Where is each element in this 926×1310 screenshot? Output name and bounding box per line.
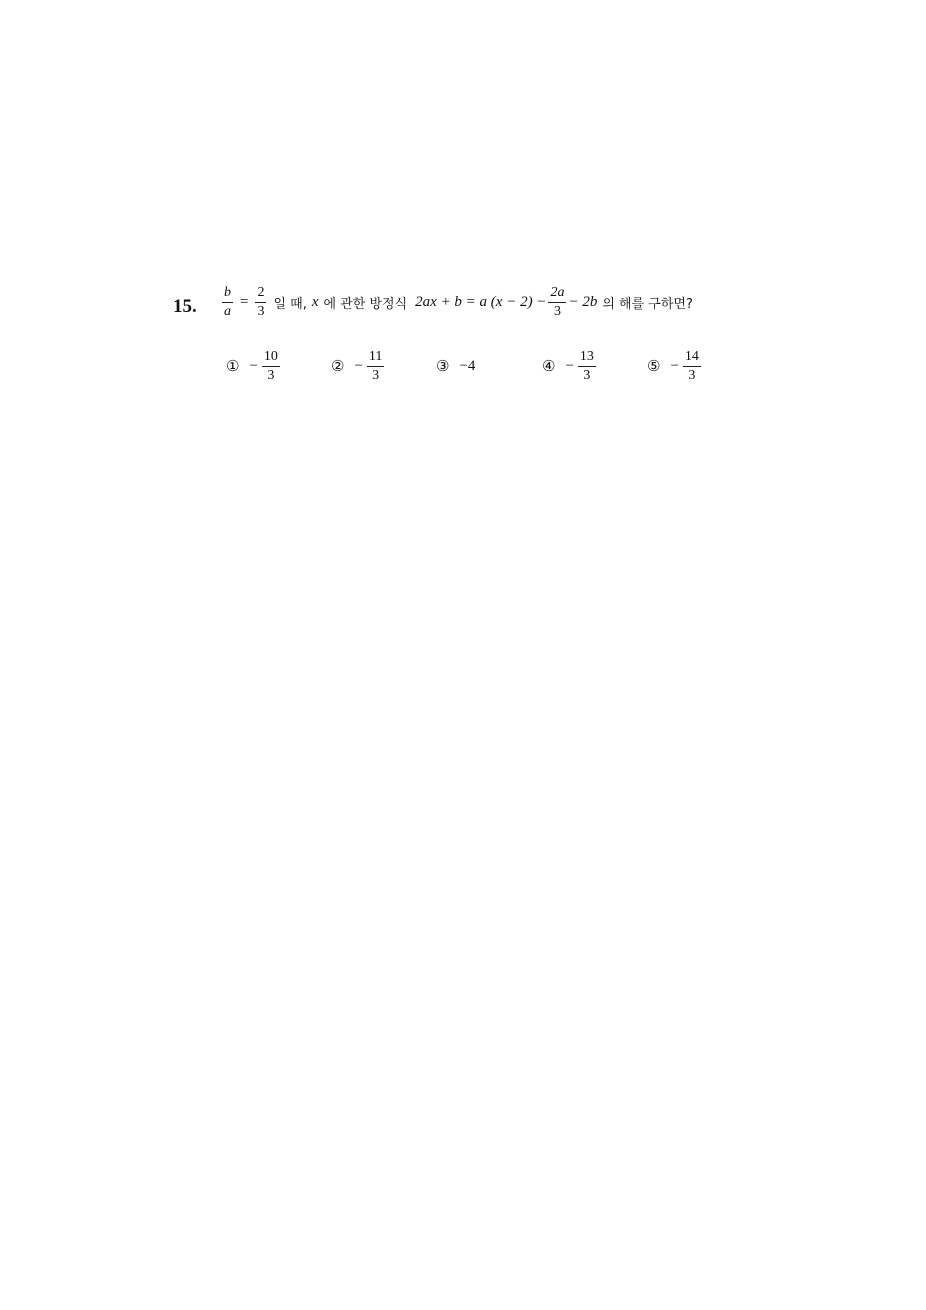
fraction-denominator: 3	[553, 304, 561, 319]
choice-4[interactable]	[542, 346, 598, 386]
text-condition: 일 때,	[273, 297, 307, 312]
text-equation-about: 에 관한 방정식	[323, 297, 408, 312]
minus-sign: −	[249, 357, 258, 374]
minus-sign: −	[565, 357, 574, 374]
choice-marker: ③	[436, 357, 450, 375]
equation-left-part: 2ax + b = a (x − 2) −	[415, 294, 547, 310]
problem-15	[0, 0, 926, 420]
equation-fraction	[548, 286, 566, 319]
minus-sign: −	[354, 357, 363, 374]
fraction-numerator: 11	[367, 350, 384, 367]
fraction-denominator: 3	[372, 367, 380, 383]
choice-marker: ②	[331, 357, 345, 375]
fraction-numerator: 10	[262, 350, 280, 367]
equals-sign: =	[240, 294, 249, 310]
choice-marker: ①	[226, 357, 240, 375]
question-text	[220, 286, 693, 319]
fraction-denominator: 3	[688, 367, 696, 383]
fraction-numerator: 13	[578, 350, 596, 367]
condition-fraction-right	[255, 286, 266, 319]
condition-fraction-left	[222, 286, 233, 319]
choice-value: −4	[459, 357, 476, 374]
fraction-numerator: 2a	[548, 286, 566, 303]
fraction-denominator: 3	[257, 304, 265, 319]
fraction-numerator: 2	[255, 286, 266, 303]
choice-fraction	[367, 350, 384, 383]
answer-choices	[0, 346, 926, 386]
text-find-solution: 의 해를 구하면?	[602, 297, 693, 312]
choice-3[interactable]	[436, 346, 475, 386]
choice-fraction	[262, 350, 280, 383]
fraction-denominator: 3	[583, 367, 591, 383]
choice-marker: ⑤	[647, 357, 661, 375]
fraction-numerator: b	[222, 286, 233, 303]
minus-sign: −	[670, 357, 679, 374]
choice-5[interactable]	[647, 346, 703, 386]
choice-2[interactable]	[331, 346, 386, 386]
fraction-denominator: 3	[267, 367, 275, 383]
fraction-denominator: a	[224, 304, 231, 319]
choice-fraction	[683, 350, 701, 383]
question-number: 15.	[173, 296, 197, 317]
fraction-numerator: 14	[683, 350, 701, 367]
equation-right-part: − 2b	[568, 294, 598, 310]
choice-fraction	[578, 350, 596, 383]
choice-marker: ④	[542, 357, 556, 375]
choice-1[interactable]	[226, 346, 282, 386]
variable-x: x	[311, 294, 319, 310]
